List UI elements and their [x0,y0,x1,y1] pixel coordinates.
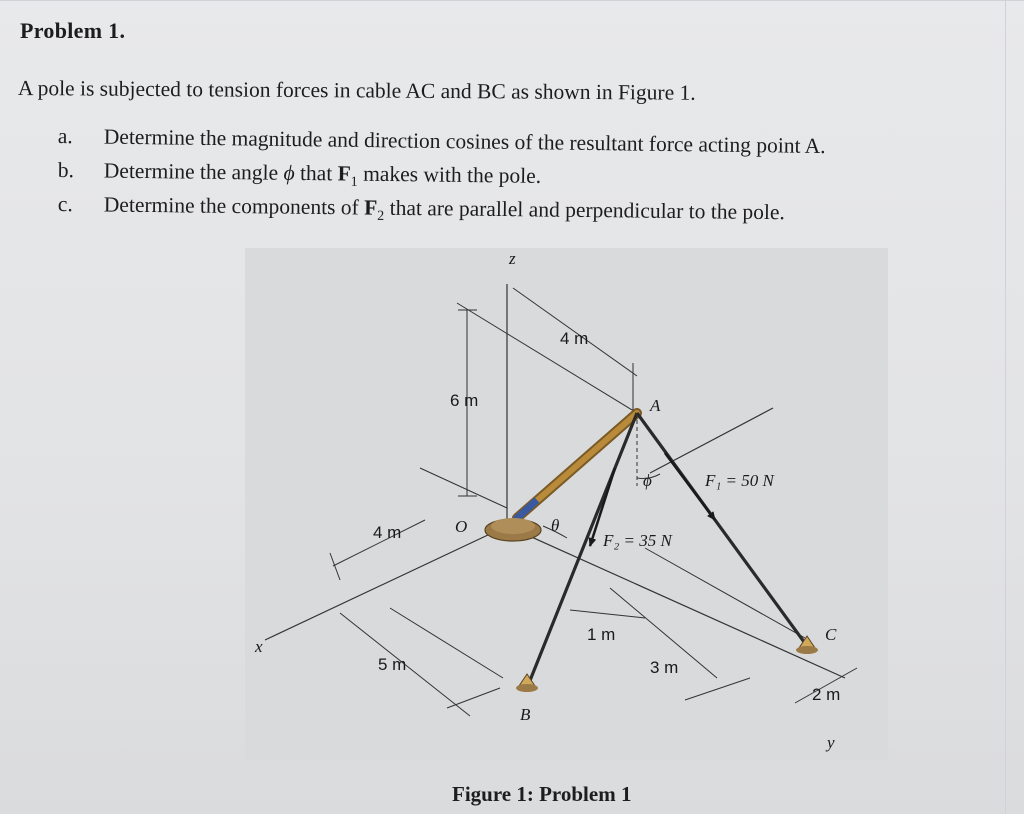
point-a-label: A [650,396,661,415]
figure-1 [245,248,888,760]
f2-label: F₂ = 35 N [603,531,672,550]
figure-caption: Figure 1: Problem 1 [452,782,632,806]
cable-ab [527,413,637,688]
item-c-text-post: that are parallel and perpendicular to the pole. [384,195,785,225]
point-c-label: C [825,625,837,644]
dim-right-label: 3 m [650,658,679,677]
item-b-label: b. [57,158,75,183]
dim-line-small [570,610,645,618]
x-axis [265,526,507,640]
f1-label: F₁ = 50 N [705,471,774,490]
item-a-text: Determine the magnitude and direction cosines of the resultant force acting point A. [103,124,826,159]
y-axis [507,526,845,678]
y-label: y [827,733,835,752]
grid-line [1005,0,1006,814]
item-c-text-pre: Determine the components of [103,192,365,220]
item-b-text-mid: that [294,160,338,186]
x-label: x [255,637,263,656]
item-c-bold: F [364,195,378,220]
item-c-label: c. [57,192,73,217]
origin-label: O [455,517,468,536]
z-label: z [509,249,516,268]
dim-height-label: 6 m [450,391,479,410]
item-b-text-post: makes with the pole. [357,161,542,188]
dim-ext-bottom [390,608,503,678]
dim-top-label: 4 m [560,329,589,348]
dim-ext-top [457,303,637,413]
item-b-symbol: ϕ [283,160,295,185]
item-b-bold: F [337,161,351,186]
point-b-label: B [520,705,531,724]
item-b-text-pre: Determine the angle [103,158,284,185]
reference-line [650,408,773,473]
item-c-sub: 2 [377,208,385,224]
dim-small-label: 1 m [587,625,616,644]
support-c-base [796,646,818,654]
dim-tick-left [330,553,340,580]
item-a [58,124,826,159]
item-b [58,158,542,193]
problem-title: Problem 1. [20,18,126,43]
dim-left-label: 4 m [373,523,402,542]
item-a-label: a. [57,124,73,149]
ground-line [420,468,507,508]
figure-diagram [245,248,888,760]
cable-ac [637,413,807,646]
dim-tick-bottom [447,688,500,708]
grid-line [0,0,1024,1]
item-c [58,192,785,230]
dim-tick-right [685,678,750,700]
problem-intro: A pole is subjected to tension forces in cable AC and BC as shown in Figure 1. [17,76,696,105]
base-plate-top [491,518,535,534]
support-b-base [516,684,538,692]
theta-label: θ [551,516,560,535]
dim-bottom-label: 5 m [378,655,407,674]
phi-label: ϕ [643,471,652,490]
dim-side-label: 2 m [812,685,841,704]
item-b-sub: 1 [350,174,358,190]
